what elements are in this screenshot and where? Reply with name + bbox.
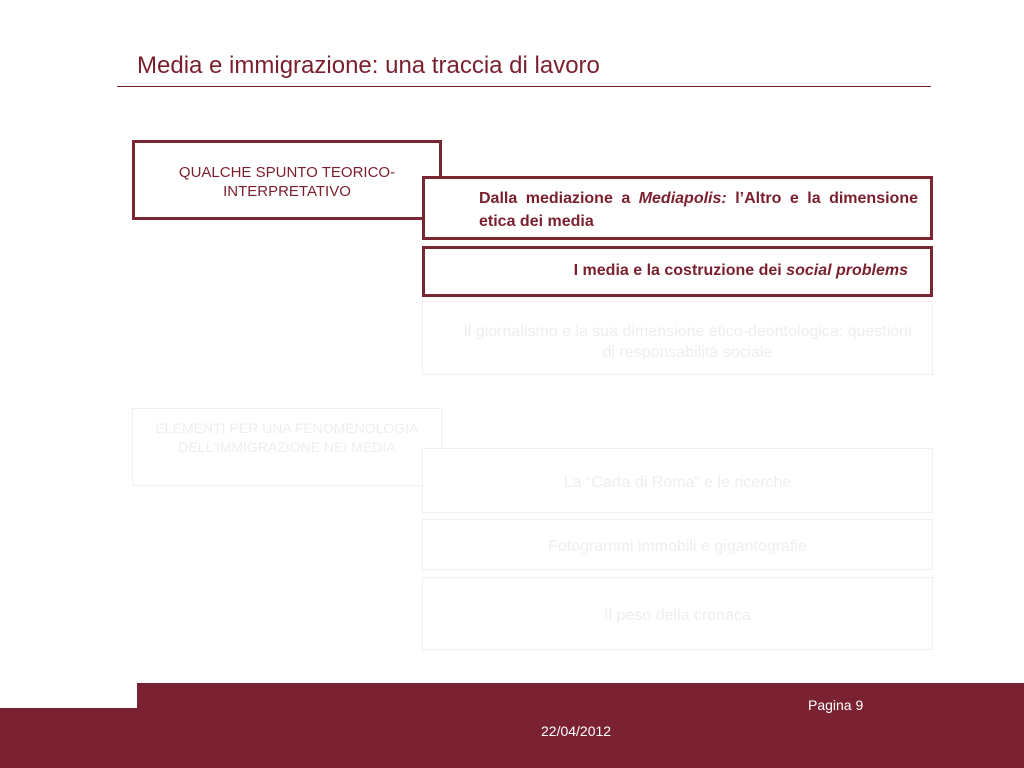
item-peso-cronaca-box[interactable]: [422, 577, 933, 650]
footer-date: 22/04/2012: [541, 723, 612, 739]
item-mediapolis-text: Dalla mediazione a Mediapolis: l’Altro e la dimensione etica dei media: [479, 190, 918, 230]
item-giornalismo-text: Il giornalismo e la sua dimensione etico-deontologica: questioni di responsabilità sociale: [463, 323, 912, 361]
item-carta-di-roma-box[interactable]: [422, 448, 933, 513]
item-peso-cronaca-text: Il peso della cronaca: [604, 607, 751, 624]
section-fenomenologia-box[interactable]: [132, 408, 442, 486]
item-giornalismo-box[interactable]: [422, 301, 933, 375]
page-number: Pagina 9: [808, 697, 864, 713]
item-mediapolis-box[interactable]: [422, 176, 933, 240]
section-teorico-label: QUALCHE SPUNTO TEORICO-INTERPRETATIVO: [178, 164, 396, 200]
item-fotogrammi-box[interactable]: [422, 519, 933, 570]
section-teorico-box[interactable]: [132, 140, 442, 220]
footer-left-block: [0, 708, 137, 768]
slide-title: Media e immigrazione: una traccia di lavoro: [137, 52, 600, 79]
section-fenomenologia-label: ELEMENTI PER UNA FENOMENOLOGIA DELL’IMMIGRAZIONE NEI MEDIA: [155, 420, 419, 455]
item-social-problems-box[interactable]: [422, 246, 933, 297]
item-social-problems-text: I media e la costruzione dei social problems: [573, 262, 908, 279]
title-divider: [117, 86, 931, 87]
item-fotogrammi-text: Fotogrammi immobili e gigantografie: [548, 538, 807, 555]
item-carta-di-roma-text: La “Carta di Roma” e le ricerche: [563, 474, 792, 491]
